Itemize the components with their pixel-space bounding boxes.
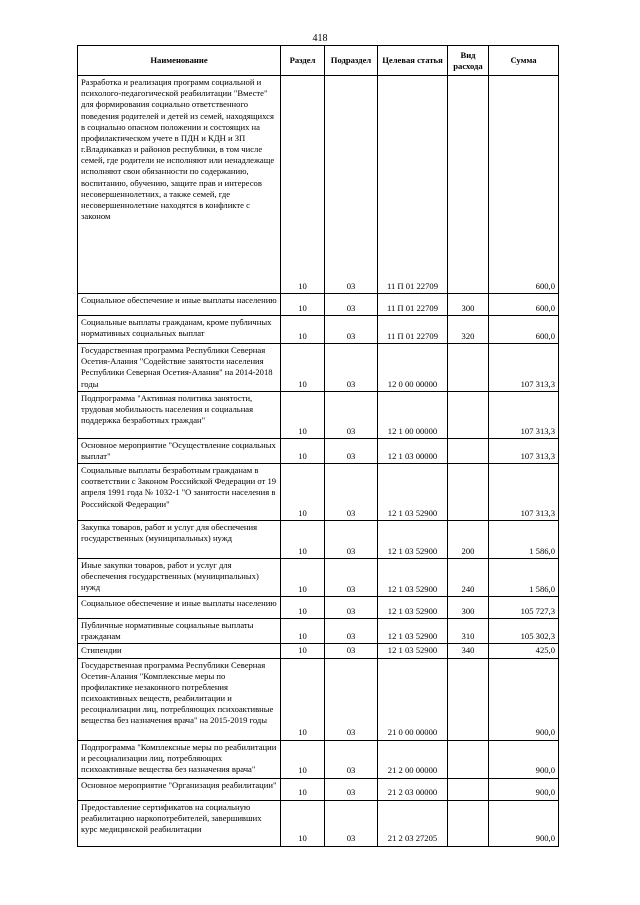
cell-subsection: 03 (325, 438, 378, 463)
cell-subsection: 03 (325, 658, 378, 740)
cell-amount: 107 313,3 (489, 438, 559, 463)
cell-target: 12 1 03 52900 (378, 644, 448, 658)
cell-name: Социальное обеспечение и иные выплаты населению (78, 294, 281, 316)
cell-target: 11 П 01 22709 (378, 76, 448, 294)
cell-section: 10 (281, 778, 325, 800)
cell-section: 10 (281, 391, 325, 438)
cell-target: 12 1 03 52900 (378, 521, 448, 559)
cell-target: 12 1 03 00000 (378, 438, 448, 463)
cell-subsection: 03 (325, 294, 378, 316)
cell-subsection: 03 (325, 76, 378, 294)
cell-amount: 900,0 (489, 740, 559, 778)
cell-name: Предоставление сертификатов на социальную реабилитацию наркопотребителей, завершивших курс медицинской реабилитации (78, 800, 281, 846)
col-header-section: Раздел (281, 46, 325, 76)
cell-expense-type (448, 438, 489, 463)
table-row (78, 464, 559, 521)
cell-name: Социальные выплаты гражданам, кроме публичных нормативных социальных выплат (78, 316, 281, 344)
cell-name: Социальные выплаты безработным гражданам в соответствии с Законом Российской Федерации от 19 апреля 1991 года № 1032-1 "О занятости населения в Российской Федерации" (78, 464, 281, 521)
table-row (78, 658, 559, 740)
table-row (78, 597, 559, 619)
table-row (78, 644, 559, 658)
table-row (78, 800, 559, 846)
cell-name: Подпрограмма "Комплексные меры по реабилитации и ресоциализации лиц, потребляющих психоактивные вещества без назначения врача" (78, 740, 281, 778)
cell-section: 10 (281, 597, 325, 619)
cell-subsection: 03 (325, 521, 378, 559)
table-row (78, 740, 559, 778)
cell-target: 21 0 00 00000 (378, 658, 448, 740)
cell-name: Стипендии (78, 644, 281, 658)
cell-subsection: 03 (325, 316, 378, 344)
cell-name: Иные закупки товаров, работ и услуг для обеспечения государственных (муниципальных) нужд (78, 559, 281, 597)
cell-amount: 107 313,3 (489, 391, 559, 438)
cell-target: 12 1 03 52900 (378, 559, 448, 597)
cell-subsection: 03 (325, 464, 378, 521)
table-body (78, 76, 559, 847)
cell-section: 10 (281, 559, 325, 597)
cell-name: Социальное обеспечение и иные выплаты населению (78, 597, 281, 619)
cell-section: 10 (281, 76, 325, 294)
table-row (78, 438, 559, 463)
cell-amount: 900,0 (489, 658, 559, 740)
table-row (78, 344, 559, 392)
cell-amount: 105 727,3 (489, 597, 559, 619)
cell-amount: 1 586,0 (489, 559, 559, 597)
table-row (78, 316, 559, 344)
cell-target: 12 1 03 52900 (378, 464, 448, 521)
cell-name: Государственная программа Республики Северная Осетия-Алания "Содействие занятости населения Республики Северная Осетия-Алания" на 2014-2018 годы (78, 344, 281, 392)
cell-target: 12 1 03 52900 (378, 619, 448, 644)
cell-section: 10 (281, 438, 325, 463)
table-row (78, 778, 559, 800)
table-row (78, 619, 559, 644)
table-row (78, 391, 559, 438)
cell-target: 21 2 03 00000 (378, 778, 448, 800)
cell-target: 11 П 01 22709 (378, 294, 448, 316)
col-header-subsection: Подраздел (325, 46, 378, 76)
cell-amount: 107 313,3 (489, 344, 559, 392)
cell-name: Подпрограмма "Активная политика занятости, трудовая мобильность населения и социальная поддержка безработных граждан" (78, 391, 281, 438)
cell-amount: 600,0 (489, 316, 559, 344)
cell-amount: 600,0 (489, 76, 559, 294)
cell-expense-type: 310 (448, 619, 489, 644)
cell-amount: 900,0 (489, 800, 559, 846)
cell-expense-type (448, 391, 489, 438)
cell-section: 10 (281, 464, 325, 521)
cell-expense-type: 320 (448, 316, 489, 344)
cell-expense-type: 300 (448, 597, 489, 619)
cell-section: 10 (281, 521, 325, 559)
cell-name: Государственная программа Республики Северная Осетия-Алания "Комплексные меры по профилактике незаконного потребления психоактивных веществ, реабилитации и ресоциализации лиц, потребляющих психоактивные вещества без назначения врача" на 2015-2019 годы (78, 658, 281, 740)
cell-subsection: 03 (325, 597, 378, 619)
cell-name: Публичные нормативные социальные выплаты гражданам (78, 619, 281, 644)
cell-target: 21 2 00 00000 (378, 740, 448, 778)
cell-expense-type (448, 658, 489, 740)
table-row (78, 559, 559, 597)
cell-subsection: 03 (325, 619, 378, 644)
cell-section: 10 (281, 644, 325, 658)
cell-target: 21 2 03 27205 (378, 800, 448, 846)
cell-name: Основное мероприятие "Организация реабилитации" (78, 778, 281, 800)
cell-subsection: 03 (325, 740, 378, 778)
cell-subsection: 03 (325, 344, 378, 392)
cell-expense-type (448, 344, 489, 392)
cell-amount: 105 302,3 (489, 619, 559, 644)
cell-name: Разработка и реализация программ социальной и психолого-педагогической реабилитации "Вместе" для формирования социально ответственного поведения родителей и детей из семей, находящихся в социально опасном положении и состоящих на профилактическом учете в ПДН и КДН и ЗП г.Владикавказ и районов республики, в том числе семей, где родители не исполняют или ненадлежаще исполняют свои обязанности по содержанию, воспитанию, обучению, защите прав и интересов несовершеннолетних, а также семей, где несовершеннолетние находятся в конфликте с законом (78, 76, 281, 294)
cell-amount: 107 313,3 (489, 464, 559, 521)
cell-section: 10 (281, 619, 325, 644)
cell-target: 11 П 01 22709 (378, 316, 448, 344)
col-header-target: Целевая статья (378, 46, 448, 76)
table-row (78, 76, 559, 294)
table-row (78, 294, 559, 316)
table-header-row (78, 46, 559, 76)
cell-expense-type (448, 464, 489, 521)
cell-amount: 900,0 (489, 778, 559, 800)
cell-expense-type (448, 800, 489, 846)
budget-table (77, 45, 559, 847)
cell-expense-type: 240 (448, 559, 489, 597)
cell-section: 10 (281, 800, 325, 846)
cell-section: 10 (281, 740, 325, 778)
cell-section: 10 (281, 658, 325, 740)
cell-amount: 425,0 (489, 644, 559, 658)
cell-name: Основное мероприятие "Осуществление социальных выплат" (78, 438, 281, 463)
col-header-amount: Сумма (489, 46, 559, 76)
cell-subsection: 03 (325, 778, 378, 800)
cell-subsection: 03 (325, 559, 378, 597)
cell-expense-type (448, 778, 489, 800)
cell-subsection: 03 (325, 644, 378, 658)
cell-amount: 600,0 (489, 294, 559, 316)
cell-expense-type: 300 (448, 294, 489, 316)
cell-section: 10 (281, 294, 325, 316)
col-header-name: Наименование (78, 46, 281, 76)
col-header-expense-type: Вид расхода (448, 46, 489, 76)
cell-subsection: 03 (325, 391, 378, 438)
table-row (78, 521, 559, 559)
cell-expense-type (448, 76, 489, 294)
cell-target: 12 0 00 00000 (378, 344, 448, 392)
page-number: 418 (312, 33, 328, 44)
cell-name: Закупка товаров, работ и услуг для обеспечения государственных (муниципальных) нужд (78, 521, 281, 559)
cell-target: 12 1 00 00000 (378, 391, 448, 438)
cell-expense-type: 340 (448, 644, 489, 658)
cell-section: 10 (281, 316, 325, 344)
cell-amount: 1 586,0 (489, 521, 559, 559)
cell-section: 10 (281, 344, 325, 392)
cell-subsection: 03 (325, 800, 378, 846)
cell-expense-type: 200 (448, 521, 489, 559)
cell-target: 12 1 03 52900 (378, 597, 448, 619)
cell-expense-type (448, 740, 489, 778)
